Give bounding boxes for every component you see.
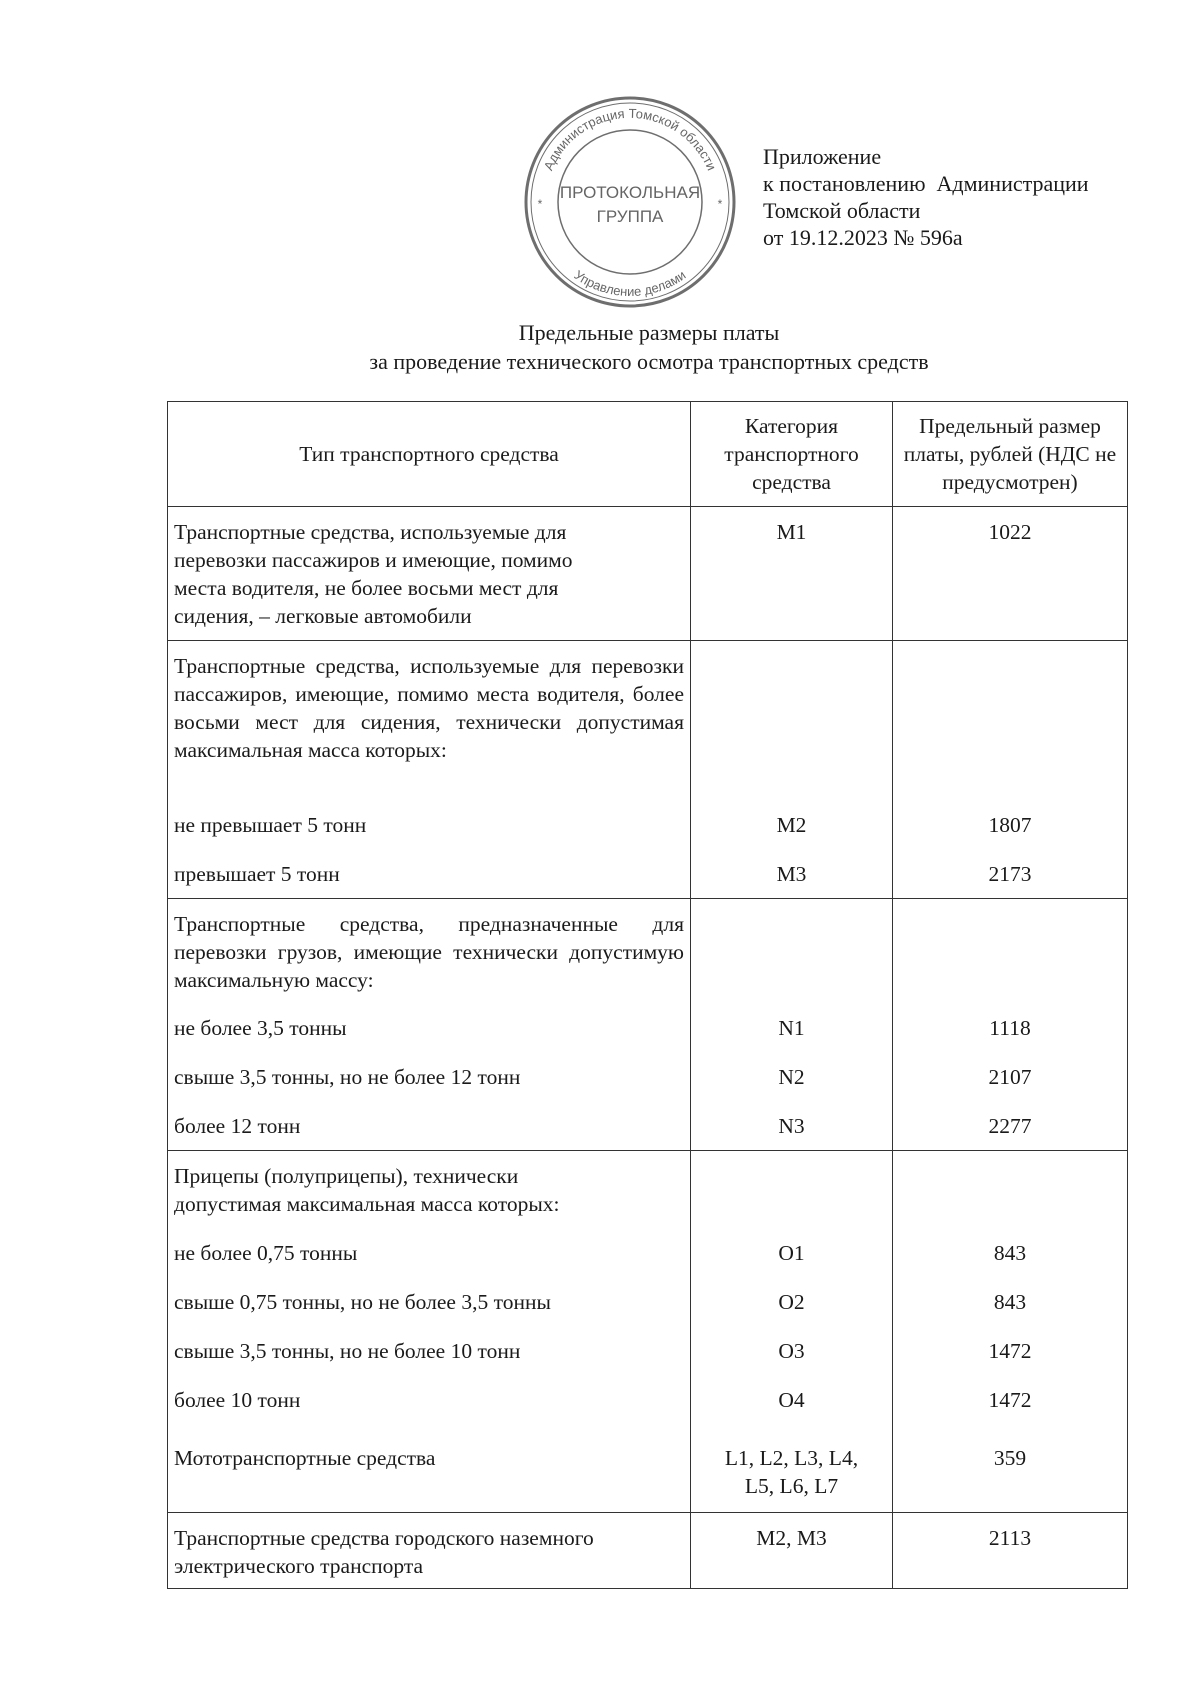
category-cell: L1, L2, L3, L4, L5, L6, L7 <box>691 1424 893 1513</box>
table-row <box>168 1375 1128 1424</box>
appendix-line: Приложение <box>763 144 882 169</box>
category-cell: M2 <box>691 800 893 849</box>
appendix-header <box>763 143 1089 251</box>
official-stamp <box>520 92 740 312</box>
stamp-outer-text: Администрация Томской области <box>540 105 720 173</box>
table-row <box>168 1228 1128 1277</box>
table-row <box>168 1003 1128 1052</box>
category-cell: O2 <box>691 1277 893 1326</box>
fee-cell: 359 <box>893 1424 1128 1513</box>
fee-cell: 2107 <box>893 1052 1128 1101</box>
group-intro: Прицепы (полуприцепы), технически допустимая максимальная масса которых: <box>168 1151 691 1229</box>
table-row <box>168 800 1128 849</box>
table-row <box>168 1513 1128 1589</box>
category-cell: M1 <box>691 507 893 641</box>
fee-cell: 1472 <box>893 1326 1128 1375</box>
category-cell: O1 <box>691 1228 893 1277</box>
type-cell: свыше 3,5 тонны, но не более 12 тонн <box>168 1052 691 1101</box>
category-cell: N3 <box>691 1101 893 1151</box>
type-cell: Транспортные средства городского наземного электрического транспорта <box>168 1513 691 1589</box>
fee-cell: 1472 <box>893 1375 1128 1424</box>
svg-text:Администрация Томской области <box>541 106 720 173</box>
table-row <box>168 1326 1128 1375</box>
category-cell: N1 <box>691 1003 893 1052</box>
fee-cell: 843 <box>893 1277 1128 1326</box>
type-cell: превышает 5 тонн <box>168 849 691 899</box>
group-intro-row <box>168 641 1128 801</box>
category-cell: O3 <box>691 1326 893 1375</box>
type-cell: не более 0,75 тонны <box>168 1228 691 1277</box>
table-header-row <box>168 402 1128 507</box>
title-line: за проведение технического осмотра транспортных средств <box>369 349 929 374</box>
fee-cell: 1022 <box>893 507 1128 641</box>
type-cell: Мототранспортные средства <box>168 1424 691 1513</box>
type-cell: свыше 3,5 тонны, но не более 10 тонн <box>168 1326 691 1375</box>
type-cell: не превышает 5 тонн <box>168 800 691 849</box>
category-cell: N2 <box>691 1052 893 1101</box>
star-icon: * <box>537 197 543 211</box>
table-row <box>168 1277 1128 1326</box>
table-row <box>168 507 1128 641</box>
fee-cell: 2173 <box>893 849 1128 899</box>
header-fee: Предельный размер платы, рублей (НДС не предусмотрен) <box>893 402 1128 507</box>
fee-cell: 2113 <box>893 1513 1128 1589</box>
table-row <box>168 1052 1128 1101</box>
stamp-center-text: ГРУППА <box>596 207 664 226</box>
type-cell: не более 3,5 тонны <box>168 1003 691 1052</box>
fee-table <box>167 401 1128 1589</box>
table-row <box>168 1101 1128 1151</box>
type-cell: более 10 тонн <box>168 1375 691 1424</box>
stamp-bottom-text: Управление делами <box>571 267 689 300</box>
title-line: Предельные размеры платы <box>518 320 780 345</box>
fee-cell: 1118 <box>893 1003 1128 1052</box>
svg-text:Управление делами <box>572 267 689 299</box>
star-icon: * <box>717 197 723 211</box>
group-intro: Транспортные средства, предназначенные для перевозки грузов, имеющие технически допустимую максимальную массу: <box>168 899 691 1004</box>
fee-cell: 2277 <box>893 1101 1128 1151</box>
header-category: Категория транспортного средства <box>691 402 893 507</box>
appendix-date-number: от 19.12.2023 № 596а <box>763 225 963 250</box>
table-row <box>168 1424 1128 1513</box>
fee-cell: 1807 <box>893 800 1128 849</box>
type-cell: Транспортные средства, используемые для перевозки пассажиров и имеющие, помимо места водителя, не более восьми мест для сидения, – легковые автомобили <box>168 507 691 641</box>
type-cell: более 12 тонн <box>168 1101 691 1151</box>
table-row <box>168 849 1128 899</box>
header-type: Тип транспортного средства <box>168 402 691 507</box>
type-cell: свыше 0,75 тонны, но не более 3,5 тонны <box>168 1277 691 1326</box>
category-cell: M2, M3 <box>691 1513 893 1589</box>
group-intro-row <box>168 899 1128 1004</box>
category-cell: O4 <box>691 1375 893 1424</box>
category-cell: M3 <box>691 849 893 899</box>
document-title <box>0 318 1200 376</box>
appendix-line: к постановлению Администрации <box>763 171 1089 196</box>
appendix-line: Томской области <box>763 198 921 223</box>
group-intro-row <box>168 1151 1128 1229</box>
stamp-center-text: ПРОТОКОЛЬНАЯ <box>559 183 701 202</box>
group-intro: Транспортные средства, используемые для перевозки пассажиров, имеющие, помимо места водителя, более восьми мест для сидения, технически допустимая максимальная масса которых: <box>168 641 691 801</box>
fee-cell: 843 <box>893 1228 1128 1277</box>
